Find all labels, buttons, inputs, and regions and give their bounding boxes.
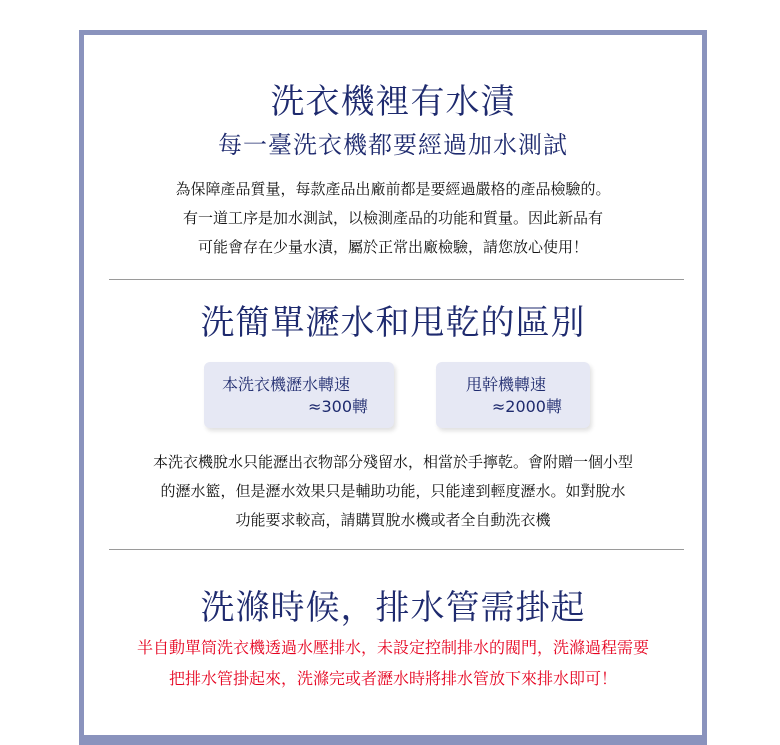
spin-speed-box <box>436 362 590 428</box>
paragraph-line: 的瀝水籃，但是瀝水效果只是輔助功能，只能達到輕度瀝水。如對脫水 <box>160 482 626 500</box>
section3-title: 洗滌時候，排水管需掛起 <box>200 588 586 628</box>
spin-speed-value: ≈2000轉 <box>491 397 562 416</box>
frame-bottom-bar <box>79 735 707 745</box>
divider <box>109 279 684 280</box>
paragraph-line: 可能會存在少量水漬，屬於正常出廠檢驗，請您放心使用！ <box>197 238 588 256</box>
divider <box>109 549 684 550</box>
paragraph-line: 為保障產品質量，每款產品出廠前都是要經過嚴格的產品檢驗的。 <box>175 180 611 198</box>
section1-title: 洗衣機裡有水漬 <box>270 82 516 122</box>
paragraph-line: 有一道工序是加水測試，以檢測產品的功能和質量。因此新品有 <box>182 209 603 227</box>
section1-subtitle: 每一臺洗衣機都要經過加水測試 <box>218 131 568 159</box>
section1-paragraph <box>94 175 692 262</box>
drain-speed-value: ≈300轉 <box>308 397 368 416</box>
section2-title: 洗簡單瀝水和甩乾的區別 <box>200 303 586 343</box>
page-frame <box>79 30 707 745</box>
paragraph-line: 本洗衣機脫水只能瀝出衣物部分殘留水，相當於手擰乾。會附贈一個小型 <box>152 453 633 471</box>
paragraph-line: 功能要求較高，請購買脫水機或者全自動洗衣機 <box>235 511 551 529</box>
warning-line: 把排水管掛起來，洗滌完或者瀝水時將排水管放下來排水即可！ <box>168 669 617 688</box>
drain-speed-label: 本洗衣機瀝水轉速 <box>222 375 351 394</box>
drain-speed-box <box>204 362 394 428</box>
spin-speed-label: 甩幹機轉速 <box>466 375 547 394</box>
section3-warning <box>94 632 692 694</box>
section2-paragraph <box>94 448 692 535</box>
warning-line: 半自動單筒洗衣機透過水壓排水，未設定控制排水的閥門，洗滌過程需要 <box>136 638 649 657</box>
